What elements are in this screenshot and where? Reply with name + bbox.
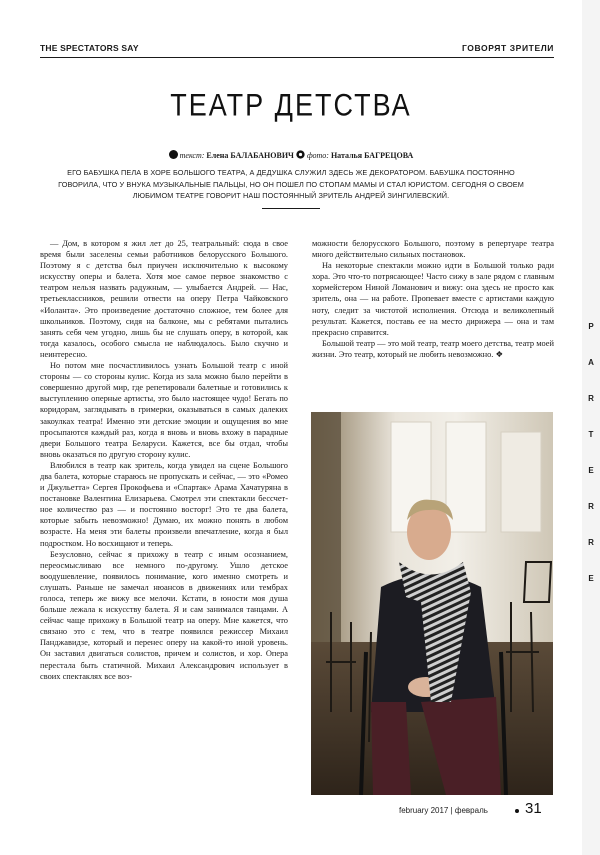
paragraph: можности белорусского Большого, поэтому в репертуаре театра много действительно сильных постановок. (312, 239, 554, 260)
side-letter: R (588, 502, 594, 511)
article-lead: ЕГО БАБУШКА ПЕЛА В ХОРЕ БОЛЬШОГО ТЕАТРА, А ДЕДУШКА СЛУЖИЛ ЗДЕСЬ ЖЕ ДЕКОРАТОРОМ. БАБУШКА ПОСТОЯННО ГОВОРИЛА, ЧТО У ВНУКА МУЗЫКАЛЬНЫЕ ПАЛЬЦЫ, НО ОН ПОШЕЛ ПО СТОПАМ МАМЫ И СТАЛ ЮРИСТОМ. СЕГОДНЯ О СВОЕМ ЛЮБИМОМ ТЕАТРЕ ГОВОРИТ НАШ ПОСТОЯННЫЙ ЗРИТЕЛЬ АНДРЕЙ ЗИНГИЛЕВСКИЙ. (58, 168, 524, 200)
photo-author: Наталья БАГРЕЦОВА (330, 151, 414, 160)
side-letter: R (588, 538, 594, 547)
portrait-photo (311, 412, 553, 795)
text-author: Елена БАЛАБАНОВИЧ (206, 151, 294, 160)
page-number: 31 (525, 800, 542, 817)
side-tab-lettering (582, 322, 600, 582)
side-letter: E (588, 466, 594, 475)
paragraph: — Дом, в котором я жил лет до 25, театральный: сюда в свое время были заселены семьи работников белорусского Большого. Поэтому я с детства был приучен исключительно к высокому искусству оперы и балета. Хотя мое самое первое знакомство с театром нельзя назвать радужным, — улыбается Андрей. — Нас, третьеклассников, решили отвести на оперу Петра Чайковского «Иоланта». Это произведение достаточно сложное, тем более для школьников. Поэтому, сидя на балконе, мы с ребятами пытались занять себя чем угодно, лишь бы не слушать оперу, в которой, как тогда казалось, особого смысла не наблюдалось. Было скучно и неинтересно. (40, 239, 288, 359)
text-role: текст: (179, 151, 205, 160)
side-letter: P (588, 322, 594, 331)
paragraph: На некоторые спектакли можно идти в Большой только ради хора. Это что-то потрясающее! Часто сижу в зале рядом с главным хормейстером Ниной Ломанович и вижу: она здесь не просто как зритель, она — на работе. Пропевает вместе с артистами каждую ноту, следит за чистотой исполнения. Отсюда и великолепный результат. Кажется, поставь ее на место дирижера — она и там прекрасно справится. (312, 261, 554, 337)
side-letter: R (588, 394, 594, 403)
paragraph: Но потом мне посчастливилось узнать Большой театр с иной стороны — со стороны кулис. Когда из зала можно было перейти в совершенно другой мир, где репетировали балетные и готовились к выступлению оперные артисты, это было настоящее чудо! Бегать по коридорам, заглядывать в гримерки, оказываться в самых далеких закоулках театра! Именно эти детские эмоции и ощущения во мне просыпаются каждый раз, когда я вновь и вновь вхожу в парадные двери Большого театра Беларуси. Кажется, все бы отдал, чтобы вновь оказаться по другую сторону кулис. (40, 361, 288, 459)
photo-role: фото: (306, 151, 329, 160)
body-column-right (312, 238, 554, 360)
paragraph: Безусловно, сейчас я прихожу в театр с иным осознанием, переосмысливаю все немного по-другому. Ушло детское воодушевление, появилось понимание, кого именно смотреть и слушать. Раньше не замечал нюансов в движениях или тембрах голоса, теперь же вижу все мелочи. Кстати, в юности моя душа больше лежала к искусству балета. Я и сам занимался танцами. А сейчас чаще прихожу в Большой театр на оперу. Мне кажется, что связано это с тем, что в театре появился режиссер Михаил Панджавидзе, который и перенес оперу на какой-то иной уровень. Он заставил двигаться солистов, причем и солистов, и хор. Опера перестала быть статичной. Михаил Александрович использует в своих спектаклях все воз- (40, 549, 288, 681)
side-letter: E (588, 574, 594, 583)
paragraph: Большой театр — это мой театр, театр моего детства, театр моей жизни. Это театр, который не любить невозможно. ❖ (312, 338, 554, 359)
byline (0, 150, 582, 160)
lead-divider (262, 208, 320, 209)
camera-aperture-icon (296, 150, 305, 159)
section-label-en: THE SPECTATORS SAY (40, 43, 139, 53)
bullet-dot (515, 809, 519, 813)
article-title: ТЕАТР ДЕТСТВА (170, 87, 412, 123)
section-label-ru: ГОВОРЯТ ЗРИТЕЛИ (461, 43, 554, 53)
issue-date: february 2017 | февраль (399, 806, 488, 815)
header-rule (40, 57, 554, 58)
body-column-left (40, 238, 288, 682)
side-letter: T (588, 430, 594, 439)
side-letter: A (588, 358, 594, 367)
pen-icon (169, 150, 178, 159)
paragraph: Влюбился в театр как зритель, когда увидел на сцене Большого два балета, которые стараюсь не пропускать и сейчас, — это «Ромео и Джульетта» Сергея Прокофьева и «Спартак» Арама Хачатуряна в постановке Валентина Елизарьева. Смотрел эти спектакли бессчетное количество раз — и постоянно восторг! Это те два балета, которые забыть невозможно! Думаю, их можно понять в любом возрасте. На меня эти балеты произвели впечатление, когда я был подростком. Но восхищают и теперь. (40, 460, 288, 548)
